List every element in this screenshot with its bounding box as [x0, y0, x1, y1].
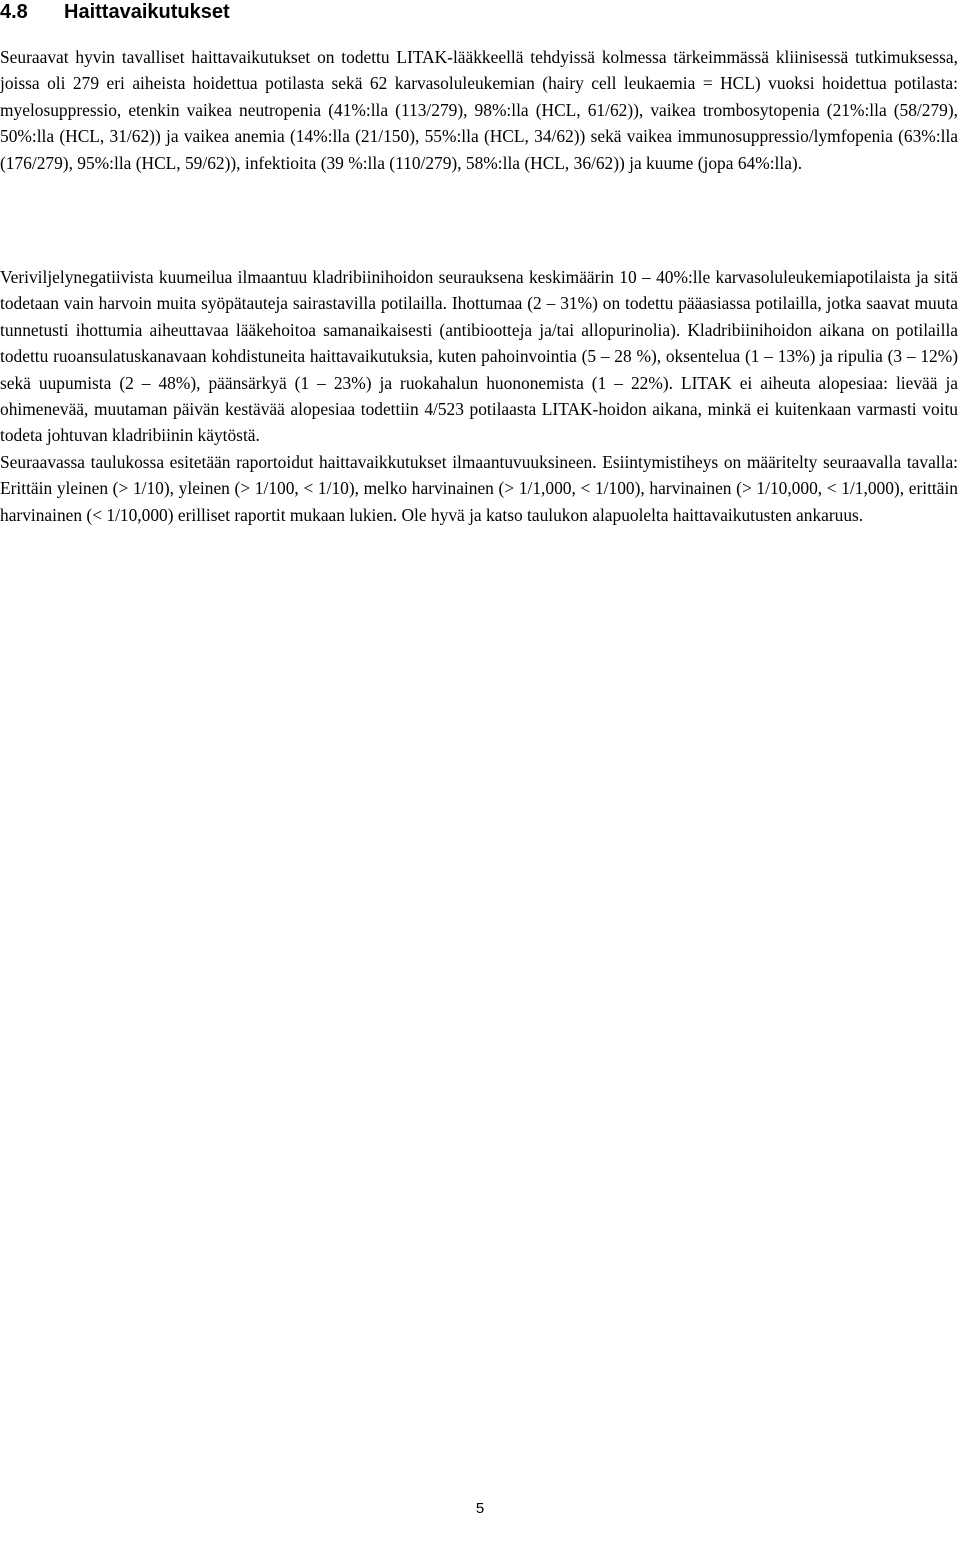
text-block-1	[0, 44, 958, 176]
section-heading	[0, 0, 230, 24]
page-number: 5	[475, 1500, 485, 1517]
section-number: 4.8	[0, 1, 28, 23]
section-title: Haittavaikutukset	[64, 1, 230, 23]
paragraph-frequency-definitions: Seuraavassa taulukossa esitetään raportoidut haittavaikkutukset ilmaantuvuuksineen. Esiintymistiheys on määritelty seuraavalla tavalla: Erittäin yleinen (> 1/10), yleinen (> 1/100, < 1/10), melko harvinainen (> 1/1,000, < 1/100), harvinainen (> 1/10,000, < 1/1,000), erittäin harvinainen (< 1/10,000) erilliset raportit mukaan lukien. Ole hyvä ja katso taulukon alapuolelta haittavaikutusten ankaruus.	[0, 451, 958, 525]
paragraph-frequent-adverse-effects: Seuraavat hyvin tavalliset haittavaikutukset on todettu LITAK-lääkkeellä tehdyissä kolmessa tärkeimmässä kliinisessä tutkimuksessa, joissa oli 279 eri aiheista hoidettua potilasta sekä 62 karvasoluleukemian (hairy cell leukaemia = HCL) vuoksi hoidettua potilasta: myelosuppressio, etenkin vaikea neutropenia (41%:lla (113/279), 98%:lla (HCL, 61/62)), vaikea trombosytopenia (21%:lla (58/279), 50%:lla (HCL, 31/62)) ja vaikea anemia (14%:lla (21/150), 55%:lla (HCL, 34/62)) sekä vaikea immunosuppressio/lymfopenia (63%:lla (176/279), 95%:lla (HCL, 59/62)), infektioita (39 %:lla (110/279), 58%:lla (HCL, 36/62)) ja kuume (jopa 64%:lla).	[0, 47, 958, 173]
text-block-2	[0, 264, 958, 528]
paragraph-fever-rash-gi-effects: Veriviljelynegatiivista kuumeilua ilmaantuu kladribiinihoidon seurauksena keskimäärin 10 – 40%:lle karvasoluleukemiapotilaista ja sitä todetaan vain harvoin muita syöpätauteja sairastavilla potilailla. Ihottumaa (2 – 31%) on todettu pääasiassa potilailla, jotka saavat muuta tunnetusti ihottumia aiheuttavaa lääkehoitoa samanaikaisesti (antibiootteja ja/tai allopurinolia). Kladribiinihoidon aikana on potilailla todettu ruoansulatuskanavaan kohdistuneita haittavaikutuksia, kuten pahoinvointia (5 – 28 %), oksentelua (1 – 13%) ja ripulia (3 – 12%) sekä uupumista (2 – 48%), päänsärkyä (1 – 23%) ja ruokahalun huononemista (1 – 22%). LITAK ei aiheuta alopesiaa: lievää ja ohimenevää, muutaman päivän kestävää alopesiaa todettiin 4/523 potilaasta LITAK-hoidon aikana, minkä ei kuitenkaan varmasti voitu todeta johtuvan kladribiinin käytöstä.	[0, 267, 958, 446]
